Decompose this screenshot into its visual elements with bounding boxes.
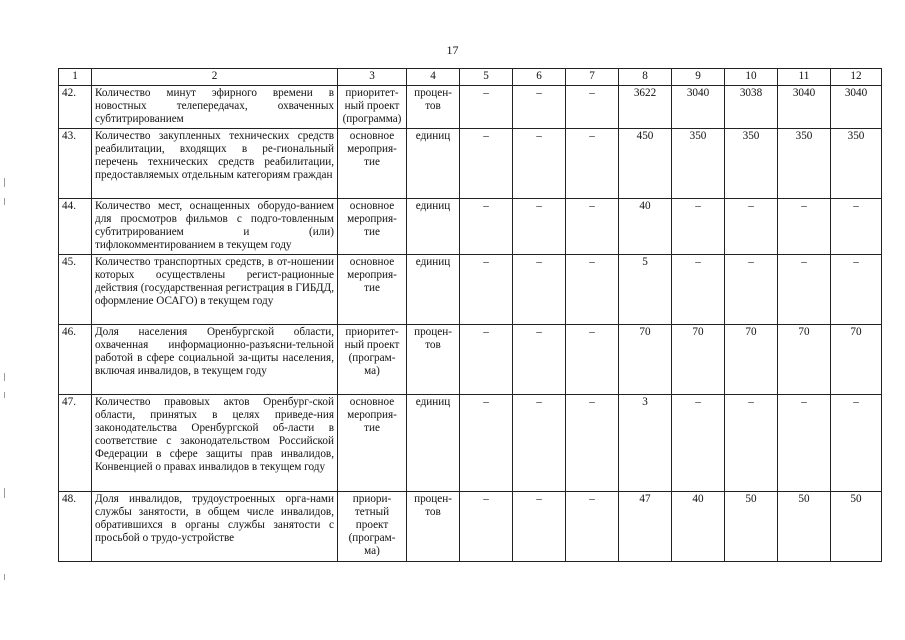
unit: процен-тов (407, 492, 460, 562)
indicator-description: Количество минут эфирного времени в новостных телепередачах, охваченных субтитрированием (92, 86, 338, 129)
unit: единиц (407, 129, 460, 199)
column-header: 9 (672, 69, 725, 86)
value-cell: – (513, 129, 566, 199)
unit: единиц (407, 395, 460, 492)
row-number: 43. (59, 129, 92, 199)
value-cell: – (460, 395, 513, 492)
column-header: 12 (831, 69, 882, 86)
value-cell: – (513, 492, 566, 562)
indicator-description: Количество мест, оснащенных оборудо-ванием для просмотров фильмов с подго-товленным субтитрированием и (или) тифлокомментированием в текущем году (92, 199, 338, 255)
row-number: 45. (59, 255, 92, 325)
value-cell: 70 (619, 325, 672, 395)
unit: единиц (407, 255, 460, 325)
value-cell: – (513, 395, 566, 492)
value-cell: – (831, 395, 882, 492)
value-cell: – (672, 395, 725, 492)
value-cell: – (672, 255, 725, 325)
column-header: 8 (619, 69, 672, 86)
value-cell: – (831, 199, 882, 255)
unit: единиц (407, 199, 460, 255)
table-row (59, 86, 882, 129)
value-cell: – (725, 395, 778, 492)
value-cell: 50 (831, 492, 882, 562)
value-cell: 50 (725, 492, 778, 562)
column-header: 4 (407, 69, 460, 86)
column-header: 11 (778, 69, 831, 86)
table-row (59, 492, 882, 562)
indicators-table (58, 68, 882, 562)
indicator-description: Доля населения Оренбургской области, охваченная информационно-разъясни-тельной работой в сфере социальной за-щиты населения, включая инвалидов, в текущем году (92, 325, 338, 395)
value-cell: 50 (778, 492, 831, 562)
value-cell: 40 (672, 492, 725, 562)
value-cell: – (460, 129, 513, 199)
column-header: 7 (566, 69, 619, 86)
column-header: 10 (725, 69, 778, 86)
value-cell: – (460, 492, 513, 562)
value-cell: 3622 (619, 86, 672, 129)
table-row (59, 255, 882, 325)
indicator-description: Количество закупленных технических средств реабилитации, входящих в ре-гиональный перечень технических средств реабилитации, предоставляемых отдельным категориям граждан (92, 129, 338, 199)
value-cell: 350 (725, 129, 778, 199)
table-row (59, 199, 882, 255)
value-cell: – (460, 86, 513, 129)
value-cell: – (778, 395, 831, 492)
value-cell: – (566, 395, 619, 492)
indicator-type: основное мероприя-тие (338, 395, 407, 492)
value-cell: 450 (619, 129, 672, 199)
value-cell: – (460, 255, 513, 325)
column-header: 3 (338, 69, 407, 86)
header-row (59, 69, 882, 86)
value-cell: 3038 (725, 86, 778, 129)
value-cell: – (566, 255, 619, 325)
value-cell: 3040 (672, 86, 725, 129)
row-number: 44. (59, 199, 92, 255)
value-cell: 350 (672, 129, 725, 199)
row-number: 48. (59, 492, 92, 562)
value-cell: – (513, 86, 566, 129)
page-number: 17 (446, 43, 459, 57)
column-header: 1 (59, 69, 92, 86)
value-cell: 70 (778, 325, 831, 395)
indicator-type: приоритет-ный проект (программа) (338, 86, 407, 129)
unit: процен-тов (407, 325, 460, 395)
value-cell: 350 (831, 129, 882, 199)
value-cell: – (566, 129, 619, 199)
column-header: 5 (460, 69, 513, 86)
indicator-type: основное мероприя-тие (338, 199, 407, 255)
indicator-type: приори-тетный проект (програм-ма) (338, 492, 407, 562)
value-cell: 40 (619, 199, 672, 255)
indicator-type: приоритет-ный проект (програм-ма) (338, 325, 407, 395)
indicator-type: основное мероприя-тие (338, 129, 407, 199)
column-header: 6 (513, 69, 566, 86)
indicator-description: Количество правовых актов Оренбург-ской области, принятых в целях приведе-ния законодательства Оренбургской об-ласти в соответствие с законодательством Российской Федерации в сфере защиты прав инвалидов, Конвенцией о правах инвалидов в текущем году (92, 395, 338, 492)
row-number: 46. (59, 325, 92, 395)
value-cell: 70 (725, 325, 778, 395)
value-cell: – (566, 199, 619, 255)
value-cell: – (460, 199, 513, 255)
value-cell: – (513, 199, 566, 255)
value-cell: 3040 (831, 86, 882, 129)
value-cell: – (513, 325, 566, 395)
indicator-description: Количество транспортных средств, в от-ношении которых осуществлены регист-рационные действия (государственная регистрация в ГИБДД, оформление ОСАГО) в текущем году (92, 255, 338, 325)
value-cell: – (778, 255, 831, 325)
table-row (59, 325, 882, 395)
row-number: 47. (59, 395, 92, 492)
indicator-type: основное мероприя-тие (338, 255, 407, 325)
unit: процен-тов (407, 86, 460, 129)
value-cell: 47 (619, 492, 672, 562)
value-cell: 5 (619, 255, 672, 325)
scan-edge-marks (4, 0, 8, 640)
value-cell: 350 (778, 129, 831, 199)
value-cell: – (513, 255, 566, 325)
value-cell: 70 (831, 325, 882, 395)
value-cell: – (831, 255, 882, 325)
value-cell: 3 (619, 395, 672, 492)
table-row (59, 129, 882, 199)
value-cell: – (566, 86, 619, 129)
value-cell: – (725, 199, 778, 255)
value-cell: – (460, 325, 513, 395)
table-row (59, 395, 882, 492)
value-cell: – (725, 255, 778, 325)
value-cell: – (778, 199, 831, 255)
value-cell: – (672, 199, 725, 255)
indicator-description: Доля инвалидов, трудоустроенных орга-нами службы занятости, в общем числе инвалидов, обратившихся в органы службы занятости с просьбой о трудо-устройстве (92, 492, 338, 562)
row-number: 42. (59, 86, 92, 129)
value-cell: – (566, 325, 619, 395)
column-header: 2 (92, 69, 338, 86)
value-cell: 3040 (778, 86, 831, 129)
value-cell: – (566, 492, 619, 562)
value-cell: 70 (672, 325, 725, 395)
